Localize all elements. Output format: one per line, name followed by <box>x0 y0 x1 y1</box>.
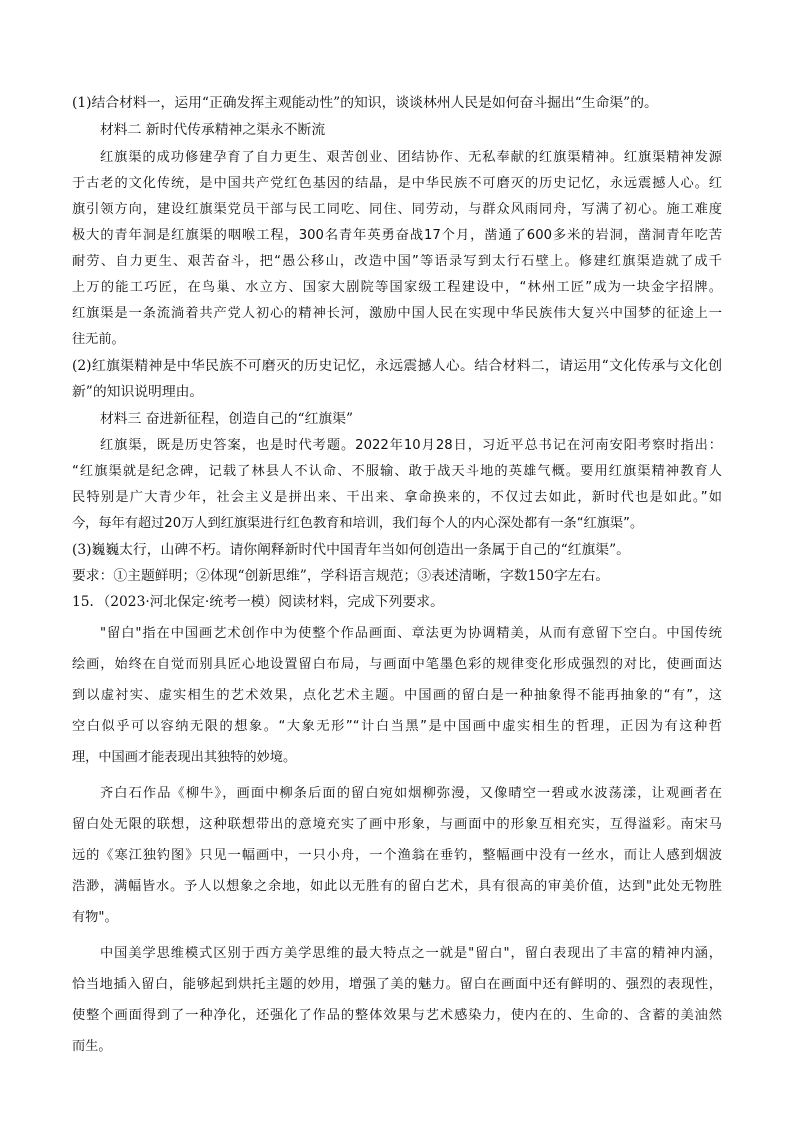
material-3-line: 红旗渠，既是历史答案，也是时代考题。2022年10月28日，习近平总书记在河南安阳考察时指出： <box>100 438 722 453</box>
material-2-line: 耐劳、自力更生、艰苦奋斗，把“愚公移山，改造中国”等语录写到太行石壁上。修建红旗渠造就了成千 <box>72 254 722 269</box>
material-2-line: 上万的能工巧匠，在鸟巢、水立方、国家大剧院等国家级工程建设中，“林州工匠”成为一块金字招牌。 <box>72 280 722 295</box>
passage-3-line: 使整个画面得到了一种净化，还强化了作品的整体效果与艺术感染力，使内在的、生命的、含蓄的美油然 <box>72 1008 722 1023</box>
material-3-line: 民特别是广大青少年，社会主义是拼出来、干出来、拿命换来的，不仅过去如此，新时代也是如此。”如 <box>72 490 722 505</box>
material-2-line: 往无前。 <box>72 332 125 347</box>
passage-2-line: 远的《寒江独钓图》只见一幅画中，一只小舟，一个渔翁在垂钓，整幅画中没有一丝水，而让人感到烟波 <box>72 848 722 863</box>
material-2-title: 材料二 新时代传承精神之渠永不断流 <box>100 122 326 138</box>
question-15-heading: 15．（2023·河北保定·统考一模）阅读材料，完成下列要求。 <box>72 594 444 610</box>
material-2-line: 红旗渠是一条流淌着共产党人初心的精神长河，激励中国人民在实现中华民族伟大复兴中国梦的征途上一 <box>72 306 722 321</box>
material-3-line: “红旗渠就是纪念碑，记载了林县人不认命、不服输、敢于战天斗地的英雄气概。要用红旗渠精神教育人 <box>72 464 722 479</box>
passage-1-line: 绘画，始终在自觉而别具匠心地设置留白布局，与画面中笔墨色彩的规律变化形成强烈的对比，使画面达 <box>72 657 722 672</box>
passage-1-line: 到以虚衬实、虚实相生的艺术效果，点化艺术主题。中国画的留白是一种抽象得不能再抽象的“有”，这 <box>72 688 722 703</box>
material-3-line: 今，每年有超过20万人到红旗渠进行红色教育和培训，我们每个人的内心深处都有一条“红旗渠”。 <box>72 516 644 531</box>
material-2-line: 红旗渠的成功修建孕育了自力更生、艰苦创业、团结协作、无私奉献的红旗渠精神。红旗渠精神发源 <box>100 150 722 165</box>
material-3-title: 材料三 奋进新征程，创造自己的“红旗渠” <box>100 411 354 427</box>
passage-3-line: 恰当地插入留白，能够起到烘托主题的妙用，增强了美的魅力。留白在画面中还有鲜明的、强烈的表现性， <box>72 977 722 992</box>
passage-2-line: 浩渺，满幅皆水。予人以想象之余地，如此以无胜有的留白艺术，具有很高的审美价值，达到"此处无物胜 <box>72 879 722 894</box>
requirement: 要求：①主题鲜明；②体现“创新思维”，学科语言规范；③表述清晰，字数150字左右。 <box>72 568 610 584</box>
question-2-line: 新”的知识说明理由。 <box>72 384 204 400</box>
passage-2-line: 齐白石作品《柳牛》，画面中柳条后面的留白宛如烟柳弥漫，又像晴空一碧或水波荡漾，让观画者在 <box>100 786 722 801</box>
material-2-line: 旗引领方向，建设红旗渠党员干部与民工同吃、同住、同劳动，与群众风雨同舟，写满了初心。施工难度 <box>72 202 722 217</box>
material-2-line: 于古老的文化传统，是中国共产党红色基因的结晶，是中华民族不可磨灭的历史记忆，永远震撼人心。红 <box>72 176 722 191</box>
question-2-line: (2)红旗渠精神是中华民族不可磨灭的历史记忆，永远震撼人心。结合材料二，请运用“文化传承与文化创 <box>72 358 722 374</box>
passage-3-line: 中国美学思维模式区别于西方美学思维的最大特点之一就是"留白"，留白表现出了丰富的精神内涵， <box>100 946 722 961</box>
passage-1-line: 空白似乎可以容纳无限的想象。“大象无形”“计白当黑”是中国画中虚实相生的哲理，正因为有这种哲 <box>72 719 722 734</box>
passage-3-line: 而生。 <box>72 1039 112 1054</box>
passage-1-line: 理，中国画才能表现出其独特的妙境。 <box>72 750 297 765</box>
material-2-line: 极大的青年洞是红旗渠的咽喉工程，300名青年英勇奋战17个月，凿通了600多米的岩洞，凿洞青年吃苦 <box>72 228 722 243</box>
passage-2-line: 留白处无限的联想，这种联想带出的意境充实了画中形象，与画面中的形象互相充实，互得溢彩。南宋马 <box>72 817 722 832</box>
question-1: (1)结合材料一，运用“正确发挥主观能动性”的知识，谈谈林州人民是如何奋斗掘出“生命渠”的。 <box>72 95 658 111</box>
passage-2-line: 有物"。 <box>72 910 118 925</box>
passage-1-line: "留白"指在中国画艺术创作中为使整个作品画面、章法更为协调精美，从而有意留下空白。中国传统 <box>100 626 722 641</box>
question-3: (3)巍巍太行，山碑不朽。请你阐释新时代中国青年当如何创造出一条属于自己的“红旗渠”。 <box>72 542 630 558</box>
